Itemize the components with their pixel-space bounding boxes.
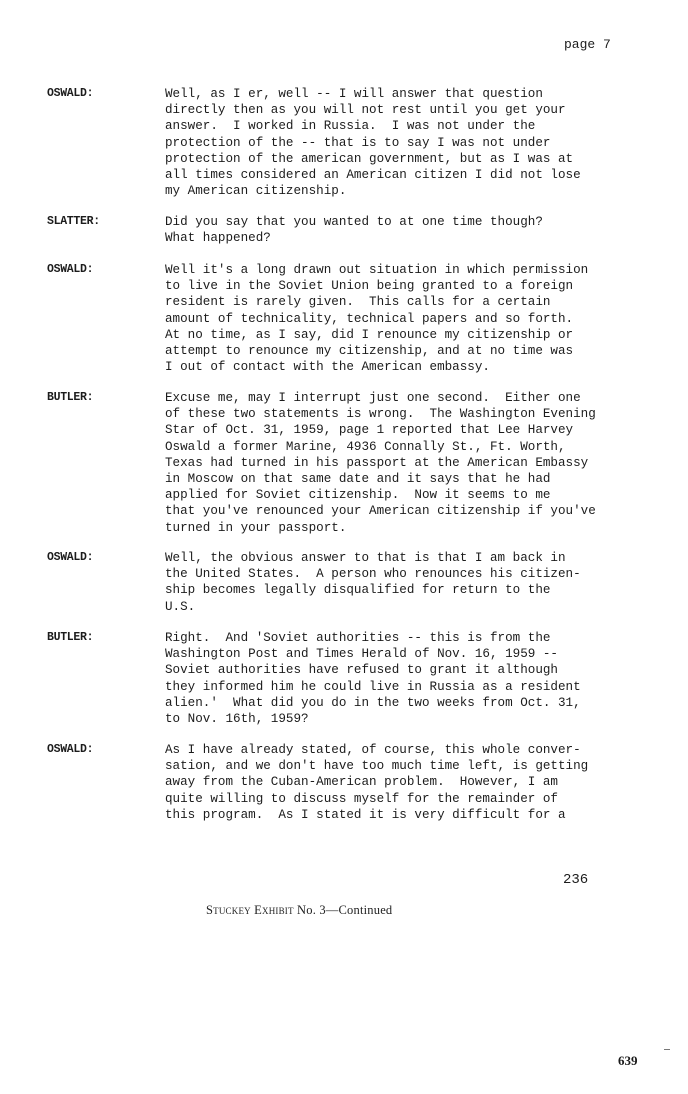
speech-line: At no time, as I say, did I renounce my citizenship or: [165, 327, 574, 342]
speech-line: Well, the obvious answer to that is that I am back in: [165, 551, 566, 565]
exhibit-caption-smallcaps: Stuckey Exhibit: [206, 903, 294, 917]
speaker-label: OSWALD:: [47, 87, 94, 100]
speech-line: directly then as you will not rest until you get your: [165, 103, 566, 118]
speech-line: Oswald a former Marine, 4936 Connally St., Ft. Worth,: [165, 439, 566, 454]
speech-line: ship becomes legally disqualified for return to the: [165, 583, 551, 598]
speech-line: this program. As I stated it is very difficult for a: [165, 807, 566, 822]
exhibit-caption-rest: No. 3—Continued: [293, 903, 393, 917]
speech-line: in Moscow on that same date and it says that he had: [165, 472, 551, 487]
speech-line: of these two statements is wrong. The Washington Evening: [165, 407, 596, 422]
speech-line: Did you say that you wanted to at one time though?: [165, 215, 543, 229]
speaker-label: BUTLER:: [47, 391, 94, 404]
speech-line: all times considered an American citizen I did not lose: [165, 168, 581, 183]
speech-line: alien.' What did you do in the two weeks from Oct. 31,: [165, 695, 581, 710]
speech-block: [165, 390, 635, 536]
speech-line: Star of Oct. 31, 1959, page 1 reported that Lee Harvey: [165, 423, 574, 438]
speech-line: attempt to renounce my citizenship, and at no time was: [165, 344, 574, 359]
speaker-label: OSWALD:: [47, 551, 94, 564]
speech-block: [165, 630, 635, 727]
exhibit-page-number: 236: [563, 872, 589, 888]
speech-line: quite willing to discuss myself for the remainder of: [165, 791, 558, 806]
scan-mark: [664, 1049, 670, 1050]
speech-line: Right. And 'Soviet authorities -- this is from the: [165, 631, 551, 645]
speech-line: sation, and we don't have too much time left, is getting: [165, 759, 589, 774]
speech-block: [165, 262, 635, 375]
speech-line: protection of the -- that is to say I was not under: [165, 135, 551, 150]
speech-line: protection of the american government, but as I was at: [165, 151, 574, 166]
speech-line: away from the Cuban-American problem. However, I am: [165, 775, 558, 790]
speech-line: Texas had turned in his passport at the American Embassy: [165, 455, 589, 470]
folio-number: 639: [618, 1053, 638, 1068]
speech-block: [165, 214, 635, 246]
speaker-label: OSWALD:: [47, 743, 94, 756]
speech-line: Well, as I er, well -- I will answer that question: [165, 87, 543, 101]
page-label: page 7: [564, 37, 611, 52]
speech-line: Soviet authorities have refused to grant it although: [165, 663, 558, 678]
speech-line: applied for Soviet citizenship. Now it seems to me: [165, 488, 551, 503]
speech-line: Washington Post and Times Herald of Nov. 16, 1959 --: [165, 647, 558, 662]
speaker-label: OSWALD:: [47, 263, 94, 276]
speech-line: that you've renounced your American citizenship if you've: [165, 504, 596, 519]
speech-line: answer. I worked in Russia. I was not under the: [165, 119, 536, 134]
speech-line: Excuse me, may I interrupt just one second. Either one: [165, 391, 581, 405]
speech-line: the United States. A person who renounces his citizen-: [165, 567, 581, 582]
speech-line: resident is rarely given. This calls for a certain: [165, 295, 551, 310]
speech-line: Well it's a long drawn out situation in which permission: [165, 263, 589, 277]
speech-line: I out of contact with the American embassy.: [165, 360, 490, 375]
speech-block: [165, 550, 635, 615]
speech-line: to Nov. 16th, 1959?: [165, 712, 309, 727]
speech-line: As I have already stated, of course, this whole conver-: [165, 743, 581, 757]
speech-line: turned in your passport.: [165, 520, 347, 535]
speech-block: [165, 742, 635, 823]
exhibit-caption: [206, 903, 392, 918]
speech-line: U.S.: [165, 599, 196, 614]
speech-line: amount of technicality, technical papers and so forth.: [165, 311, 574, 326]
speech-block: [165, 86, 635, 199]
speech-line: What happened?: [165, 231, 271, 246]
speech-line: to live in the Soviet Union being granted to a foreign: [165, 279, 574, 294]
speaker-label: SLATTER:: [47, 215, 100, 228]
speaker-label: BUTLER:: [47, 631, 94, 644]
speech-line: they informed him he could live in Russia as a resident: [165, 679, 581, 694]
speech-line: my American citizenship.: [165, 184, 347, 199]
